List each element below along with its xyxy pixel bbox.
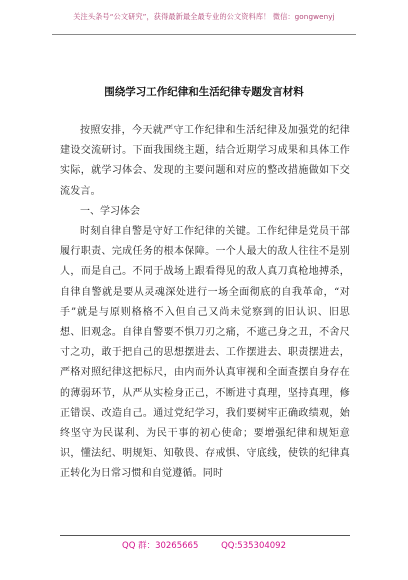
footer-qq-group: QQ 群：30265665 [122, 541, 199, 551]
footer [0, 539, 408, 551]
footer-divider [60, 535, 350, 536]
header-banner: 关注头条号“公文研究”，获得最新最全最专业的公文资料库！ 微信：gongwenyj [73, 12, 335, 21]
section-heading: 一、学习体会 [80, 205, 140, 217]
document-title: 围绕学习工作纪律和生活纪律专题发言材料 [104, 86, 304, 98]
intro-paragraph: 按照安排，今天就严守工作纪律和生活纪律及加强党的纪律建设交流研讨。下面我围绕主题，结合近期学习成果和具体工作实际，就学习体会、发现的主要问题和对应的整改措施做如下交流发言。 [60, 125, 350, 197]
footer-qq: QQ:535304092 [221, 541, 286, 551]
section-paragraph: 时刻自律自警是守好工作纪律的关键。工作纪律是党员干部履行职责、完成任务的根本保障。一个人最大的敌人往往不是别人，而是自己。不同于战场上跟看得见的敌人真刀真枪地搏杀，自律自警就是要从灵魂深处进行一场全面彻底的自我革命，“对手”就是与原则格格不入但自己又尚未觉察到的旧认识、旧思想、旧观念。自律自警要不惧刀刃之痛，不遮己身之丑，不舍尺寸之功，敢于把自己的思想摆进去、工作摆进去、职责摆进去，严格对照纪律这把标尺，由内而外认真审视和全面查摆自身存在的薄弱环节，从严从实检身正己，不断进寸真理，坚持真理，修正错误、改造自己。通过党纪学习，我们要树牢正确政绩观，始终坚守为民谋利、为民干事的初心使命；要增强纪律和规矩意识，懂法纪、明规矩、知敬畏、存戒惧、守底线，使铁的纪律真正转化为日常习惯和自觉遵循。同时 [60, 226, 350, 480]
document-body [60, 121, 350, 485]
header-divider [52, 34, 356, 35]
